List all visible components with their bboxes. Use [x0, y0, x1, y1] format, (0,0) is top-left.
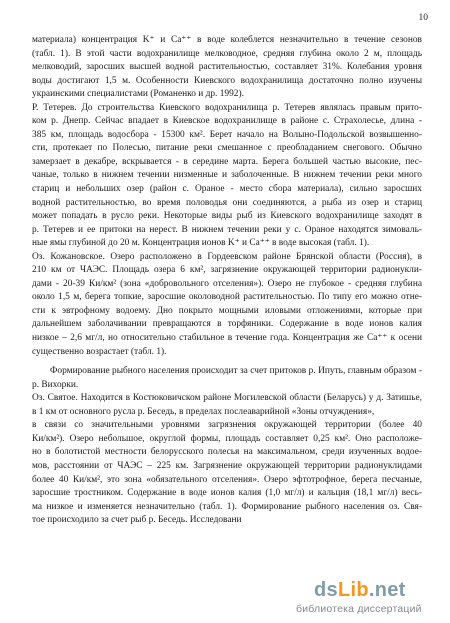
text-line: чаные, только в нижнем течении низменные и заболоченные. В нижнем течении реки много [32, 170, 422, 181]
document-body [32, 34, 422, 528]
text-line: воды достигают 1,5 м. Особенности Киевского водохранилища достаточно полно изучены [32, 75, 422, 86]
page-number: 10 [418, 13, 428, 23]
text-line: материала) концентрация K⁺ и Ca⁺⁺ в воде колеблется незначительно в течение сезонов [32, 35, 422, 45]
text-line: в связи со значительными уровнями загрязнения окружающей территории (более 40 [32, 420, 422, 431]
watermark-tagline: библиотека диссертаций [296, 603, 422, 615]
text-line: Ки/км²). Озеро небольшое, округлой формы, площадь составляет 0,25 км². Оно расположе- [32, 433, 422, 444]
section-svyatoe-start: Оз. Святое. Находится в Костюковичском районе Могилевской области (Беларусь) у д. Затишье, в 1 км от основного русла р. Беседь, в пределах послеаварийной «Зоны отчуждения», [32, 393, 422, 417]
text-line: низкое – 2,6 мг/л, но относительно стабильное в течение года. Концентрация же Ca⁺⁺ к осени [32, 333, 422, 344]
text-line: дами - 20-39 Ки/км² (зона «добровольного отселения»). Озеро не глубокое - средняя глубина [32, 278, 422, 289]
section-kozhanovskoe-start: Оз. Кожановское. Озеро расположено в Гордеевском районе Брянской области (Россия), в [32, 251, 422, 262]
text-line: р. Тетерев и ее притоки на нерест. В нижнем течении реки у с. Ораное находятся зимоваль- [32, 224, 422, 235]
watermark-logo: dsLib.net [314, 579, 406, 601]
text-line: ные ямы глубиной до 20 м. Концентрация ионов K⁺ и Ca⁺⁺ в воде высокая (табл. 1). [32, 238, 370, 249]
text-line: 210 км от ЧАЭС. Площадь озера 6 км², загрязнение окружающей территории радионукли- [32, 265, 422, 276]
text-line: дальнейшем заболачивании превращаются в торфяники. Содержание в воде ионов калия [32, 319, 422, 330]
text-line: украинскими специалистами (Романенко и др. 1992). [32, 89, 244, 100]
text-line: стариц и небольших озер (район с. Ораное - место сбора материала), сильно заросших [32, 184, 422, 195]
text-line: заросшие тростником. Содержание в воде ионов калия (1,0 мг/л) и кальция (18,1 мг/л) весь- [32, 488, 422, 499]
watermark [284, 579, 444, 619]
text-line: 385 км, площадь водосбора - 15300 км². Берет начало на Волыно-Подольской возвышенно- [32, 129, 422, 140]
text-line: мов, расстоянии от ЧАЭС – 225 км. Загрязнение окружающей территории радионуклидами [32, 460, 422, 471]
text-line: существенно возрастает (табл. 1). [32, 346, 167, 357]
text-line: ком р. Днепр. Сейчас впадает в Киевское водохранилище в районе с. Страхолесье, длина - [32, 116, 422, 127]
text-line: сти к эвтрофному водоему. Дно покрыто мощными иловыми отложениями, которые при [32, 305, 422, 316]
text-line: но в болотистой местности белорусского полесья на максимальном, среди изученных водое- [32, 447, 422, 458]
paragraph-fish-population: Формирование рыбного населения происходит за счет притоков р. Ипуть, главным образом - р. Вихорки. [32, 366, 422, 390]
text-line: замерзает в декабре, вскрывается - в середине марта. Берега большей частью высокие, пес- [32, 156, 422, 167]
text-line: около 1,5 м, берега топкие, заросшие околоводной растительностью. По типу его можно отне- [32, 292, 422, 303]
text-line: тое происходило за счет рыб р. Беседь. Исследовани [32, 515, 242, 526]
text-line: (табл. 1). В этой части водохранилище мелководное, средняя глубина около 2 м, площадь [32, 48, 422, 59]
text-line: более 40 Ки/км², это зона «обязательного отселения». Озеро эфтотрофное, берега песчаные, [32, 474, 422, 485]
section-teterev-start: Р. Тетерев. До строительства Киевского водохранилища р. Тетерев являлась правым прито- [32, 102, 422, 113]
text-line: сти, протекает по Полесью, питание реки смешанное с преобладанием снегового. Обычно [32, 143, 422, 154]
text-line: водной растительностью, во время половодья они соединяются, а рыба из озер и стариц [32, 197, 422, 208]
text-line: мелководий, заросших высшей водной растительностью, составляет 31%. Колебания уровня [32, 62, 422, 73]
text-line: может попадать в русло реки. Некоторые виды рыб из Киевского водохранилище заходят в [32, 211, 422, 222]
text-line: ма низкое и изменяется незначительно (табл. 1). Формирование рыбного населения оз. Свя- [32, 501, 422, 512]
